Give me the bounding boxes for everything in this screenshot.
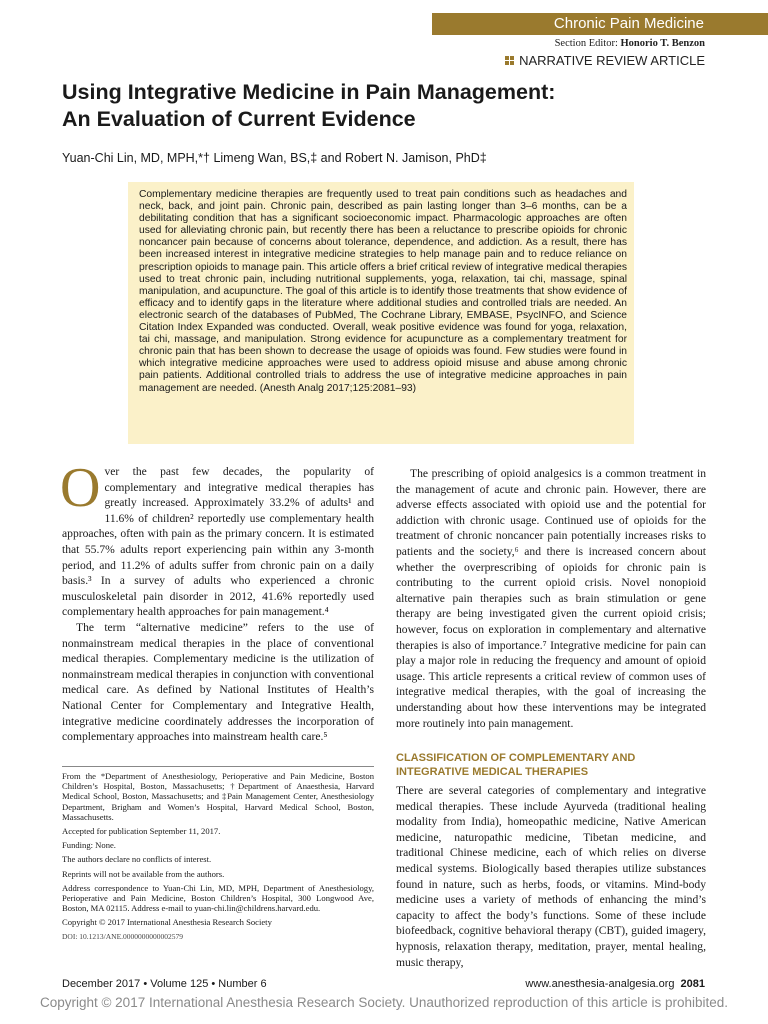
funding-note: Funding: None.: [62, 840, 116, 851]
issue-info: December 2017 • Volume 125 • Number 6: [62, 978, 267, 990]
opioid-paragraph: The prescribing of opioid analgesics is a common treatment in the management of acute and chronic pain. However, there are adverse effects associated with opioid use and the potential for addiction with chronic usage. Continued use of opioids for the treatment of chronic noncancer pain potentially increases risks to patients and the society,⁶ and there is increased concern about whether the overprescribing of opioids for chronic pain is contributing to the current opioid crisis. Novel nonopioid alternative pain therapies such as brain stimulation or gene therapy are being investigated given the current opioid crisis; however, focus on exploration in complementary and alternative therapies is also of importance.⁷ Integrative medicine for pain can play a major role in reducing the frequency and amount of opioid usage. This article represents a critical review of common uses of integrative medical therapies, with the goal of increasing the understanding about how these interventions may be integrated more routinely into pain management.: [396, 467, 706, 730]
intro-paragraph: [60, 457, 374, 620]
classification-paragraph: There are several categories of complementary and integrative medical therapies. These include Ayurveda (traditional healing modality from India), homeopathic medicine, Native American medicine, naturopathic medicine, Tibetan medicine, and traditional Chinese medicine, each of which relies on diverse medical systems. Biologically based therapies utilize substances found in nature, such as herbs, foods, or vitamins. Mind-body medicine uses a variety of methods of enhancing the mind’s capacity to affect the body’s functions. Some of these include biofeedback, cognitive behavioral therapy (CBT), guided imagery, hypnosis, relaxation therapy, meditation, prayer, mental healing, music therapy,: [396, 784, 706, 969]
section-heading: CLASSIFICATION OF COMPLEMENTARY AND INTEGRATIVE MEDICAL THERAPIES: [396, 752, 636, 779]
page-number: 2081: [680, 978, 705, 990]
doi-note: DOI: 10.1213/ANE.0000000000002579: [62, 931, 184, 941]
conflicts-note: The authors declare no conflicts of interest.: [62, 854, 212, 865]
footnote-divider: [62, 766, 374, 767]
accepted-note: Accepted for publication September 11, 2017.: [62, 826, 221, 837]
section-name: Chronic Pain Medicine: [553, 15, 704, 32]
author-list: Yuan-Chi Lin, MD, MPH,*† Limeng Wan, BS,‡ and Robert N. Jamison, PhD‡: [62, 151, 487, 165]
copyright-notice: Copyright © 2017 International Anesthesia Research Society. Unauthorized reproduction of this article is prohibited.: [39, 995, 729, 1010]
article-title-line-2: An Evaluation of Current Evidence: [62, 107, 416, 131]
body-column-left: [60, 457, 374, 745]
footnotes: [62, 771, 374, 946]
abstract-text: Complementary medicine therapies are frequently used to treat pain conditions such as headaches and neck, back, and joint pain. Chronic pain, described as pain lasting longer than 3–6 months, can be a debilitating condition that has a significant socioeconomic impact. Pharmacologic approaches are often used for alleviating chronic pain, but recently there has been a reluctance to prescribe opioids for chronic noncancer pain because of concerns about tolerance, dependence, and addiction. As a result, there has been increased interest in integrative medicine strategies to help manage pain and to reduce reliance on prescription opioids to manage pain. This article offers a brief critical review of integrative medical therapies used to treat chronic pain, including nutritional supplements, yoga, relaxation, tai chi, massage, spinal manipulation, and acupuncture. The goal of this article is to identify those treatments that show evidence of efficacy and to identify gaps in the literature where additional studies and controlled trials are needed. An electronic search of the databases of PubMed, The Cochrane Library, EMBASE, PsycINFO, and Science Citation Index Expanded was conducted. Overall, weak positive evidence was found for yoga, relaxation, tai chi, massage, and manipulation. Strong evidence for acupuncture as a complementary treatment for chronic pain that has been shown to decrease the usage of opioids was found. Few studies were found in which integrative medicine approaches were used to address opioid misuse and abuse among chronic pain patients. Additional controlled trials to address the use of integrative medicine approaches in pain management are needed. (Anesth Analg 2017;125:2081–93): [139, 189, 627, 394]
section-editor: [555, 38, 705, 49]
section-editor-label: Section Editor:: [554, 38, 618, 49]
section-editor-name: Honorio T. Benzon: [620, 38, 705, 49]
abstract-box: [128, 182, 634, 444]
copyright-note: Copyright © 2017 International Anesthesia Research Society: [62, 917, 272, 928]
article-title: [62, 79, 722, 133]
drop-cap: O: [60, 457, 101, 519]
section-banner: [432, 13, 768, 35]
article-title-line-1: Using Integrative Medicine in Pain Management:: [62, 80, 556, 104]
alternative-medicine-paragraph: The term “alternative medicine” refers to the use of nonmainstream medical therapies in the place of conventional medical therapies. Complementary medicine is the utilization of nonmainstream medical therapies in conjunction with conventional medical care. As defined by National Institutes of Health’s National Center for Complementary and Integrative Health, integrative medicine coordinately addresses the incorporation of complementary approaches into mainstream health care.⁵: [62, 620, 374, 744]
reprints-note: Reprints will not be available from the authors.: [62, 868, 225, 879]
correspondence-note: Address correspondence to Yuan-Chi Lin, MD, MPH, Department of Anesthesiology, Perioperative and Pain Medicine, Boston Children’s Hospital, 300 Longwood Ave, Boston, MA 02115. Address e-mail to yuan-chi.lin@childrens.harvard.edu.: [62, 882, 374, 914]
square-grid-icon: [505, 56, 514, 65]
article-type-label: NARRATIVE REVIEW ARTICLE: [519, 53, 705, 68]
page-footer-right: [525, 978, 705, 990]
affiliation-note: From the *Department of Anesthesiology, Perioperative and Pain Medicine, Boston Children’s Hospital, Boston, Massachusetts; †Department of Anaesthesia, Harvard Medical School, Boston, Massachusetts; and ‡Pain Management Center, Anesthesiology Department, Brigham and Women’s Hospital, Harvard Medical School, Boston, Massachusetts.: [62, 771, 374, 822]
article-type: [505, 53, 705, 68]
journal-website-link[interactable]: www.anesthesia-analgesia.org: [525, 978, 675, 990]
intro-paragraph-text: ver the past few decades, the popularity of complementary and integrative medical therapies has greatly increased. Approximately 33.2% of adults¹ and 11.6% of children² reportedly use complementary health approaches, often with pain as the primary concern. It is estimated that 55.7% adults report experiencing pain within any 3-month period, and 11.2% of adults suffer from chronic pain on a daily basis.³ In a survey of adults who experienced a chronic musculoskeletal pain disorder in 2012, 41.6% reportedly used complementary health approaches for pain management.⁴: [62, 465, 374, 619]
body-column-right: [396, 466, 706, 970]
